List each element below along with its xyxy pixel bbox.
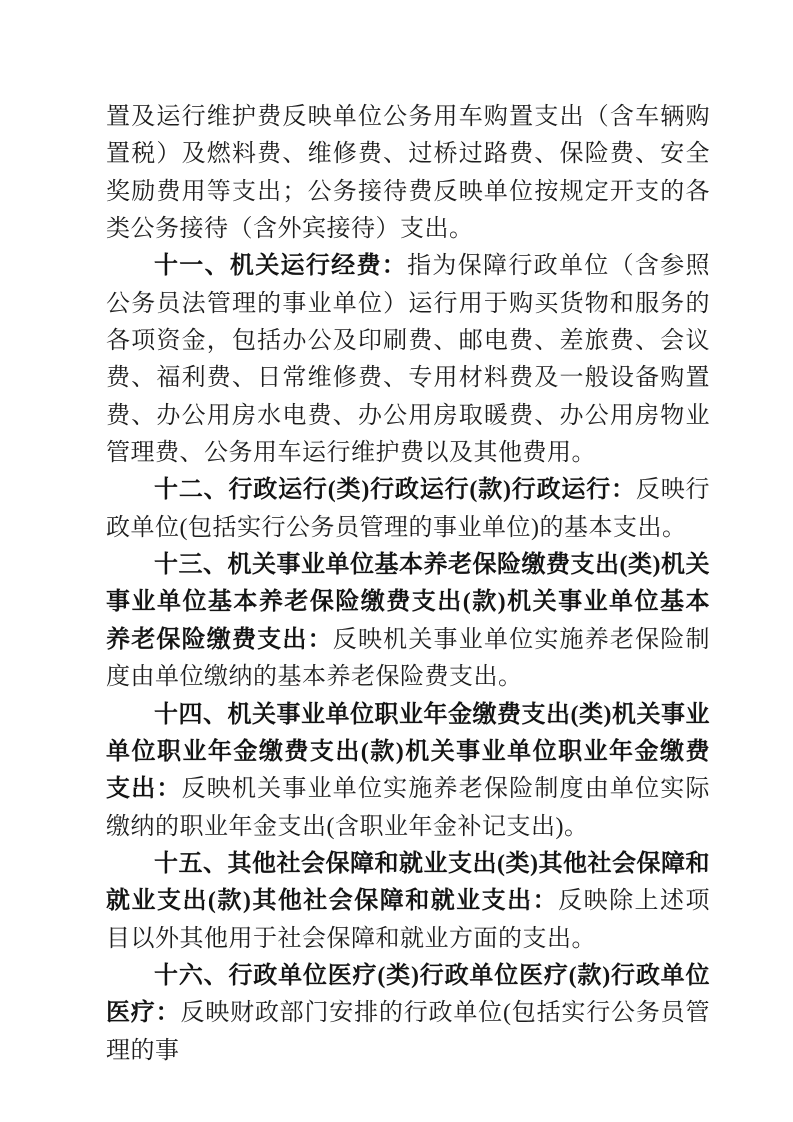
paragraph-item-16 [106,958,710,1070]
term-definition-13: 反映机关事业单位实施养老保险制度由单位缴纳的基本养老保险费支出。 [106,626,711,691]
term-label-11: 十一、机关运行经费： [154,253,408,280]
term-label-13: 十三、机关事业单位基本养老保险缴费支出(类)机关事业单位基本养老保险缴费支出(款)机关事业单位基本养老保险缴费支出： [106,552,710,653]
term-definition-15: 反映除上述项目以外其他用于社会保障和就业方面的支出。 [106,888,711,952]
paragraph-continuation [106,99,710,248]
paragraph-continuation-text: 置及运行维护费反映单位公务用车购置支出（含车辆购置税）及燃料费、维修费、过桥过路费、保险费、安全奖励费用等支出；公务接待费反映单位按规定开支的各类公务接待（含外宾接待）支出。 [106,104,710,243]
term-definition-16: 反映财政部门安排的行政单位(包括实行公务员管理的事 [106,1000,710,1064]
paragraph-item-15 [106,846,710,958]
term-definition-11: 指为保障行政单位（含参照公务员法管理的事业单位）运行用于购买货物和服务的各项资金，包括办公及印刷费、邮电费、差旅费、会议费、福利费、日常维修费、专用材料费及一般设备购置费、办公用房水电费、办公用房取暖费、办公用房物业管理费、公务用车运行维护费以及其他费用。 [106,253,711,467]
term-definition-14: 反映机关事业单位实施养老保险制度由单位实际缴纳的职业年金支出(含职业年金补记支出)。 [106,776,711,840]
document-text-block [106,99,710,1070]
term-definition-12: 反映行政单位(包括实行公务员管理的事业单位)的基本支出。 [106,477,711,541]
paragraph-item-11 [106,248,710,472]
term-label-12: 十二、行政运行(类)行政运行(款)行政运行： [154,477,636,504]
paragraph-item-12 [106,472,710,547]
term-label-14: 十四、机关事业单位职业年金缴费支出(类)机关事业单位职业年金缴费支出(款)机关事业单位职业年金缴费支出： [106,701,710,803]
term-label-15: 十五、其他社会保障和就业支出(类)其他社会保障和就业支出(款)其他社会保障和就业支出： [106,850,710,915]
term-label-16: 十六、行政单位医疗(类)行政单位医疗(款)行政单位医疗： [106,962,710,1027]
paragraph-item-14 [106,697,710,846]
paragraph-item-13 [106,547,710,696]
